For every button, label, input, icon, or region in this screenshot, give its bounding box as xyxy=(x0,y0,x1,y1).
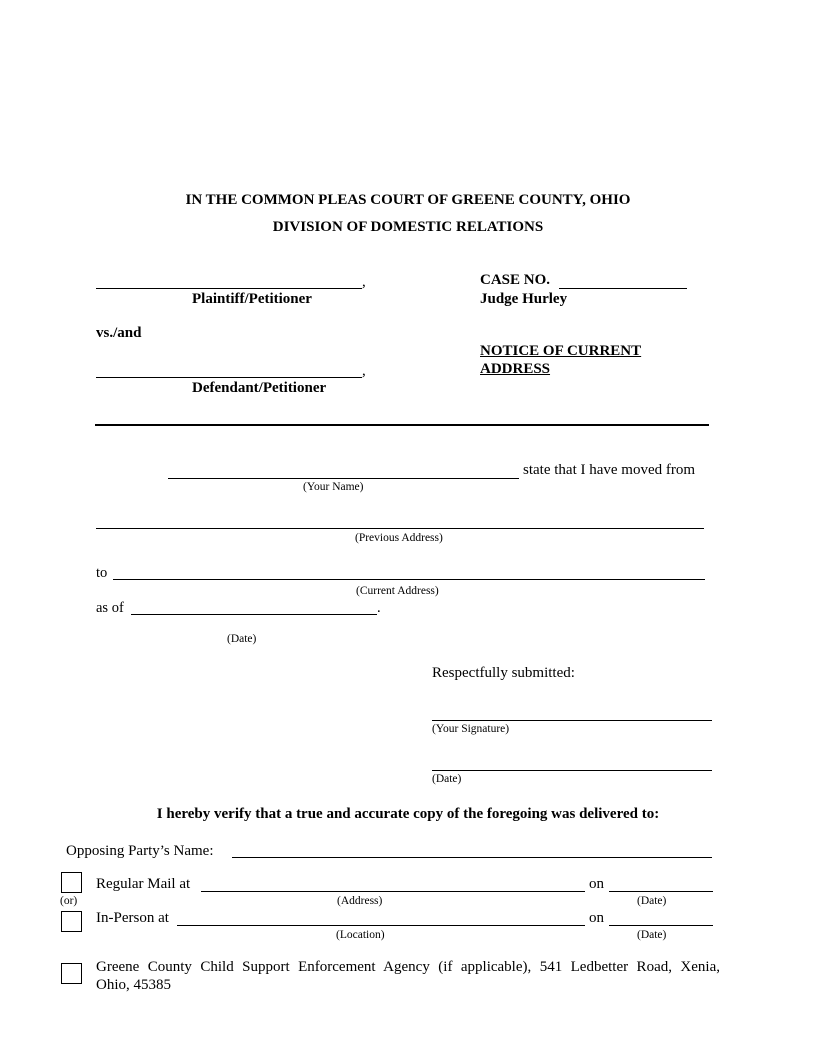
in-person-on-label: on xyxy=(589,910,604,926)
in-person-location-caption: (Location) xyxy=(336,929,385,941)
as-of-date-caption: (Date) xyxy=(227,633,257,645)
court-title: IN THE COMMON PLEAS COURT OF GREENE COUNTY, OHIO xyxy=(185,192,631,208)
regular-mail-address-caption: (Address) xyxy=(337,895,383,907)
plaintiff-comma: , xyxy=(362,274,366,290)
csea-address-line2: Ohio, 45385 xyxy=(96,977,171,993)
verify-statement: I hereby verify that a true and accurate copy of the foregoing was delivered to: xyxy=(156,806,660,822)
case-no-line[interactable] xyxy=(559,288,687,289)
previous-address-caption: (Previous Address) xyxy=(355,532,443,544)
regular-mail-date-caption: (Date) xyxy=(637,895,667,907)
as-of-label: as of xyxy=(96,600,124,616)
regular-mail-on-label: on xyxy=(589,876,604,892)
signature-caption: (Your Signature) xyxy=(432,723,510,735)
your-name-line[interactable] xyxy=(168,478,519,479)
in-person-checkbox[interactable] xyxy=(61,911,82,932)
to-label: to xyxy=(96,565,108,581)
plaintiff-label: Plaintiff/Petitioner xyxy=(192,291,312,307)
judge-name: Judge Hurley xyxy=(480,291,568,307)
current-address-line[interactable] xyxy=(113,579,705,580)
csea-checkbox[interactable] xyxy=(61,963,82,984)
opposing-party-line[interactable] xyxy=(232,857,712,858)
regular-mail-address-line[interactable] xyxy=(201,891,585,892)
regular-mail-label: Regular Mail at xyxy=(96,876,191,892)
plaintiff-name-line[interactable] xyxy=(96,288,362,289)
in-person-date-line[interactable] xyxy=(609,925,713,926)
caption-separator xyxy=(95,424,709,426)
defendant-label: Defendant/Petitioner xyxy=(192,380,327,396)
in-person-label: In-Person at xyxy=(96,910,169,926)
vs-label: vs./and xyxy=(96,325,142,341)
regular-mail-date-line[interactable] xyxy=(609,891,713,892)
in-person-date-caption: (Date) xyxy=(637,929,667,941)
your-name-caption: (Your Name) xyxy=(303,481,364,493)
opposing-party-label: Opposing Party’s Name: xyxy=(66,843,214,859)
or-label: (or) xyxy=(60,895,78,907)
respectfully-submitted: Respectfully submitted: xyxy=(432,665,575,681)
notice-title-line2: ADDRESS xyxy=(480,361,551,377)
as-of-period: . xyxy=(377,600,381,616)
signature-line[interactable] xyxy=(432,720,712,721)
current-address-caption: (Current Address) xyxy=(356,585,439,597)
state-moved-text: state that I have moved from xyxy=(523,462,696,478)
case-no-label: CASE NO. xyxy=(480,272,551,288)
regular-mail-checkbox[interactable] xyxy=(61,872,82,893)
in-person-location-line[interactable] xyxy=(177,925,585,926)
signature-date-caption: (Date) xyxy=(432,773,462,785)
defendant-comma: , xyxy=(362,363,366,379)
previous-address-line[interactable] xyxy=(96,528,704,529)
defendant-name-line[interactable] xyxy=(96,377,362,378)
csea-address-line1: Greene County Child Support Enforcement Agency (if applicable), 541 Ledbetter Road, Xenia, xyxy=(96,959,720,975)
division-title: DIVISION OF DOMESTIC RELATIONS xyxy=(272,219,544,235)
signature-date-line[interactable] xyxy=(432,770,712,771)
as-of-date-line[interactable] xyxy=(131,614,377,615)
notice-title-line1: NOTICE OF CURRENT xyxy=(480,343,642,359)
